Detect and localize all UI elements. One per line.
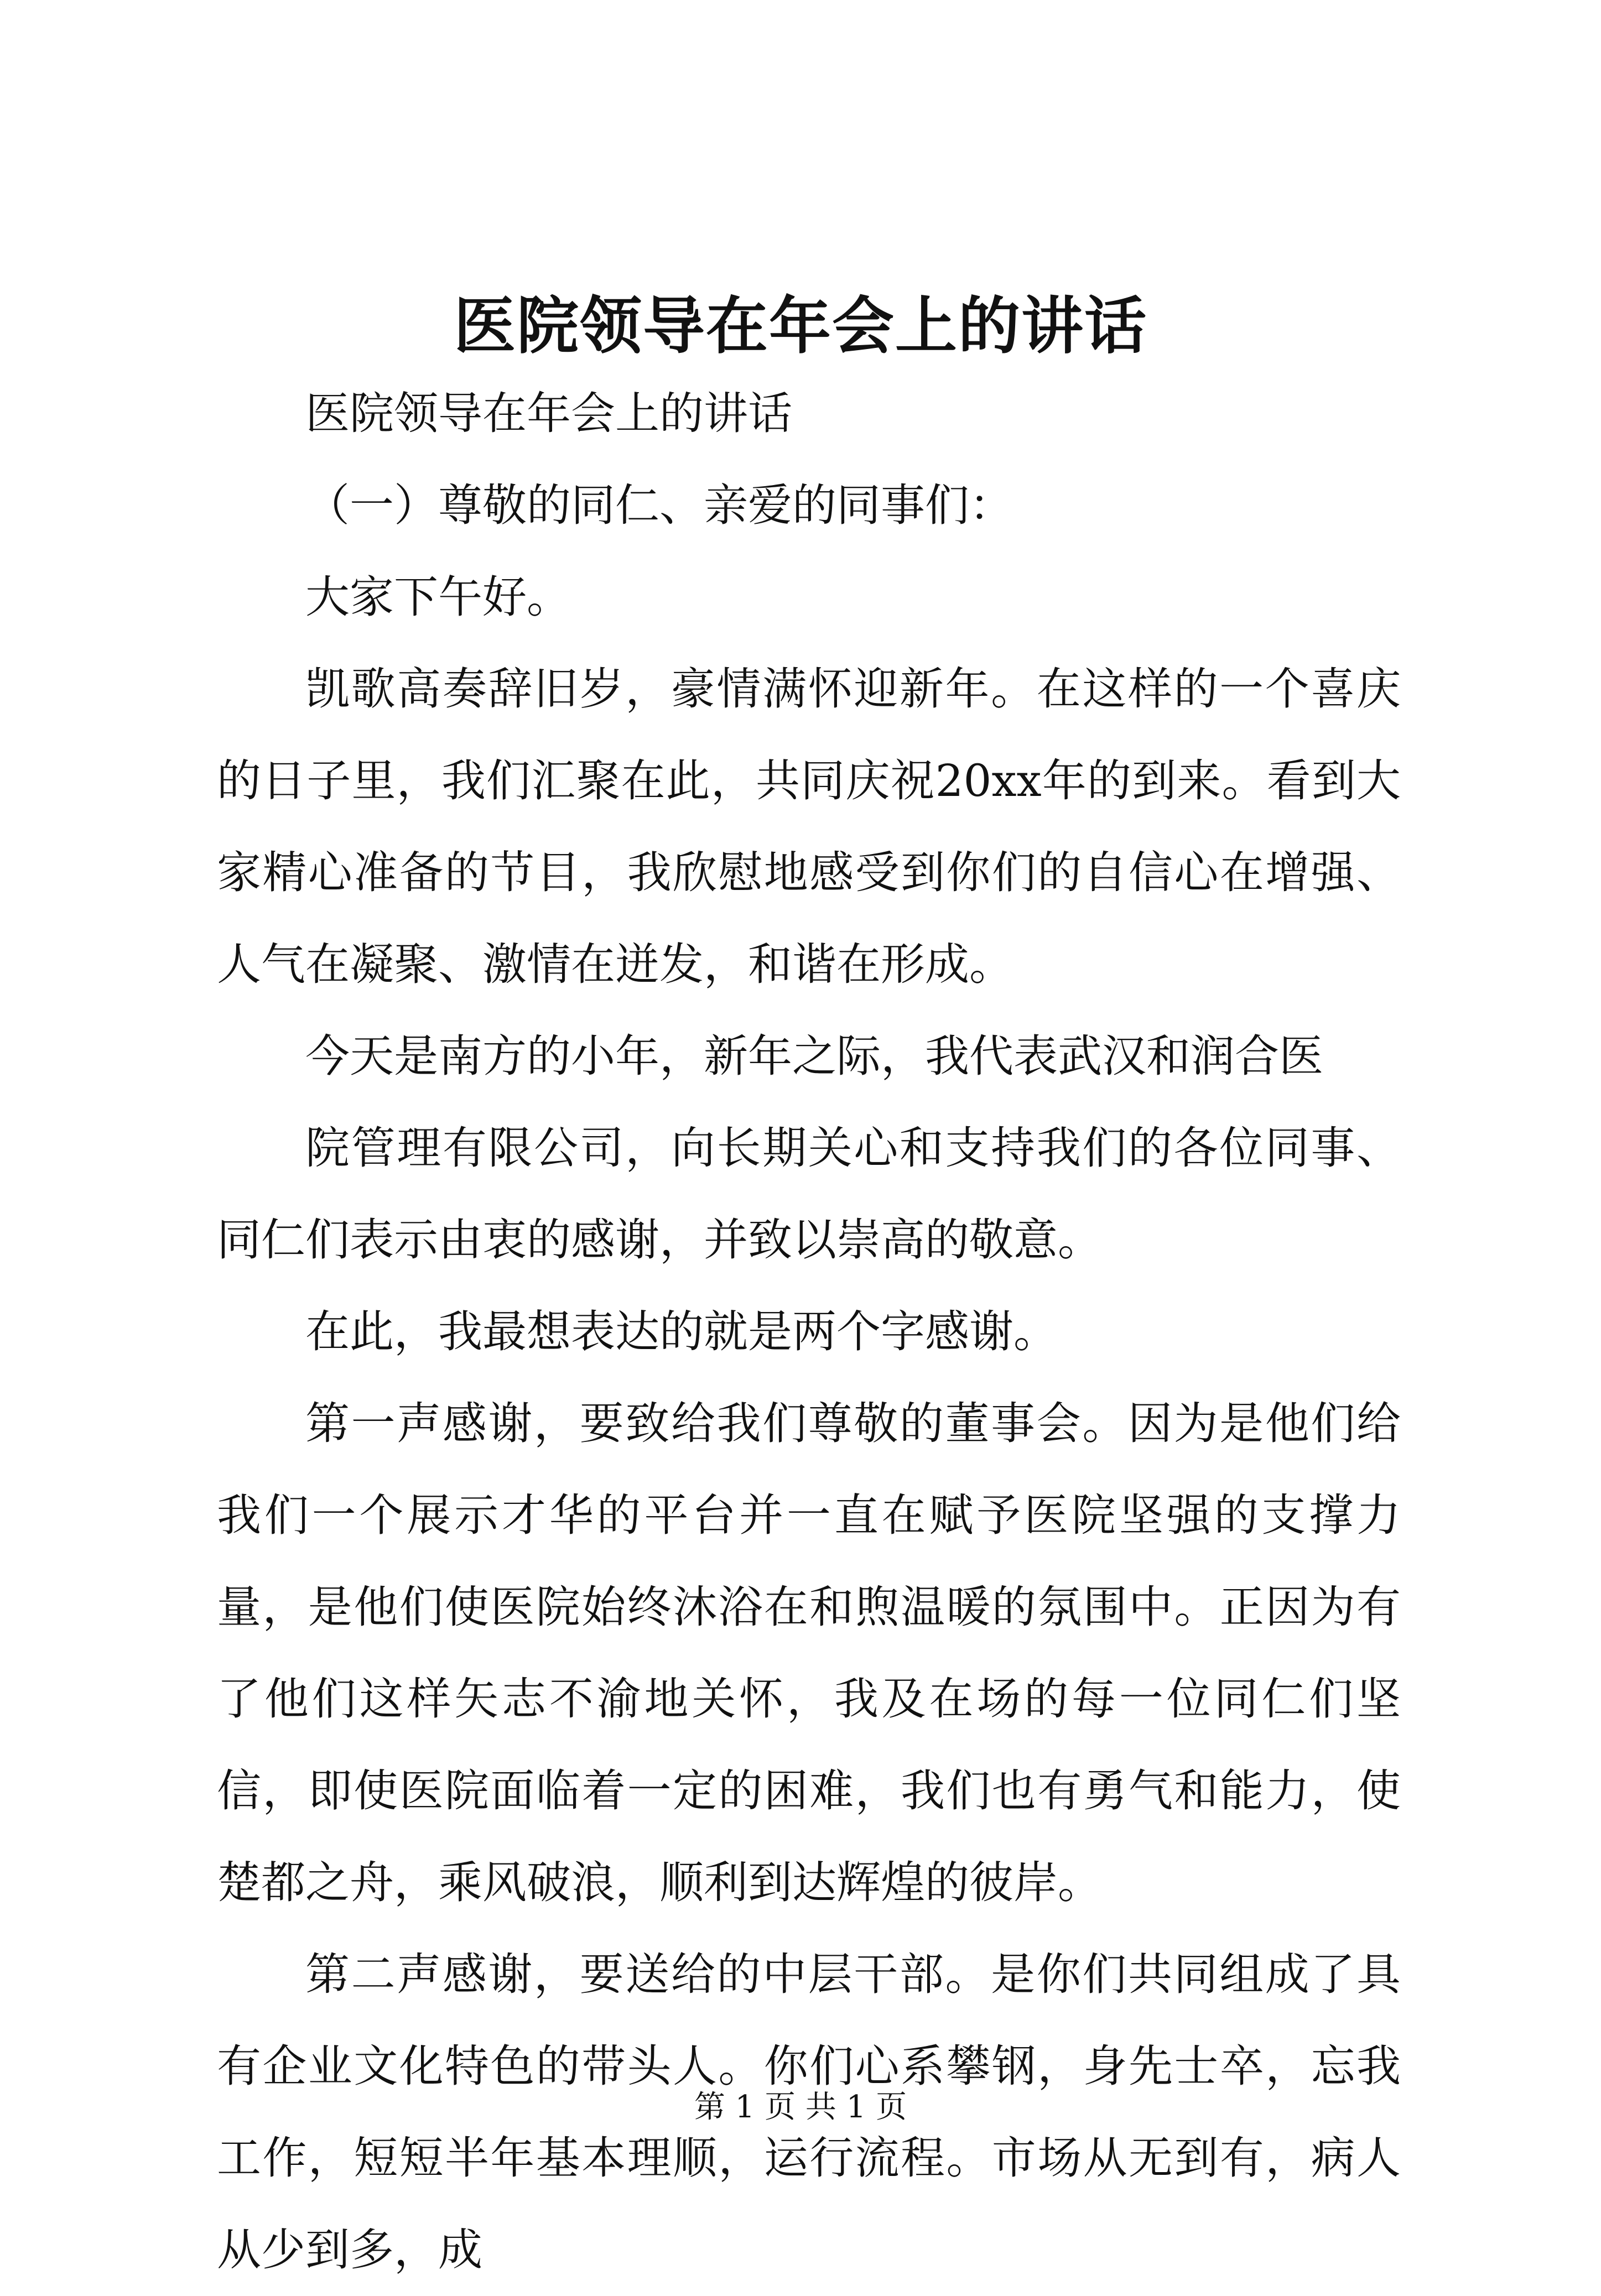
paragraph-representing: 今天是南方的小年，新年之际，我代表武汉和润合医	[305, 1030, 1323, 1082]
paragraph-greeting: 大家下午好。	[305, 571, 571, 623]
paragraph-salutation: （一）尊敬的同仁、亲爱的同事们：	[305, 480, 1013, 531]
paragraph-two-words: 在此，我最想表达的就是两个字感谢。	[305, 1306, 1058, 1357]
paragraph-thanks-colleagues: 院管理有限公司，向长期关心和支持我们的各位同事、同仁们表示由衷的感谢，并致以崇高的敬意。	[217, 1122, 1401, 1266]
paragraph-first-thanks: 第一声感谢，要致给我们尊敬的董事会。因为是他们给我们一个展示才华的平台并一直在赋予医院坚强的支撑力量，是他们使医院始终沐浴在和煦温暖的氛围中。正因为有了他们这样矢志不渝地关怀，我及在场的每一位同仁们坚信，即使医院面临着一定的困难，我们也有勇气和能力，使楚都之舟，乘风破浪，顺利到达辉煌的彼岸。	[217, 1398, 1401, 1908]
page-footer: 第 1 页 共 1 页	[694, 2089, 907, 2125]
paragraph-new-year: 凯歌高奏辞旧岁，豪情满怀迎新年。在这样的一个喜庆的日子里，我们汇聚在此，共同庆祝20xx年的到来。看到大家精心准备的节目，我欣慰地感受到你们的自信心在增强、人气在凝聚、激情在迸发，和谐在形成。	[217, 663, 1401, 990]
document-title: 医院领导在年会上的讲话	[454, 290, 1147, 362]
document-body	[217, 368, 1401, 2296]
paragraph-heading-repeat: 医院领导在年会上的讲话	[305, 388, 792, 439]
paragraph-second-thanks: 第二声感谢，要送给的中层干部。是你们共同组成了具有企业文化特色的带头人。你们心系攀钢，身先士卒，忘我工作，短短半年基本理顺，运行流程。市场从无到有，病人从少到多，成	[217, 1949, 1401, 2276]
